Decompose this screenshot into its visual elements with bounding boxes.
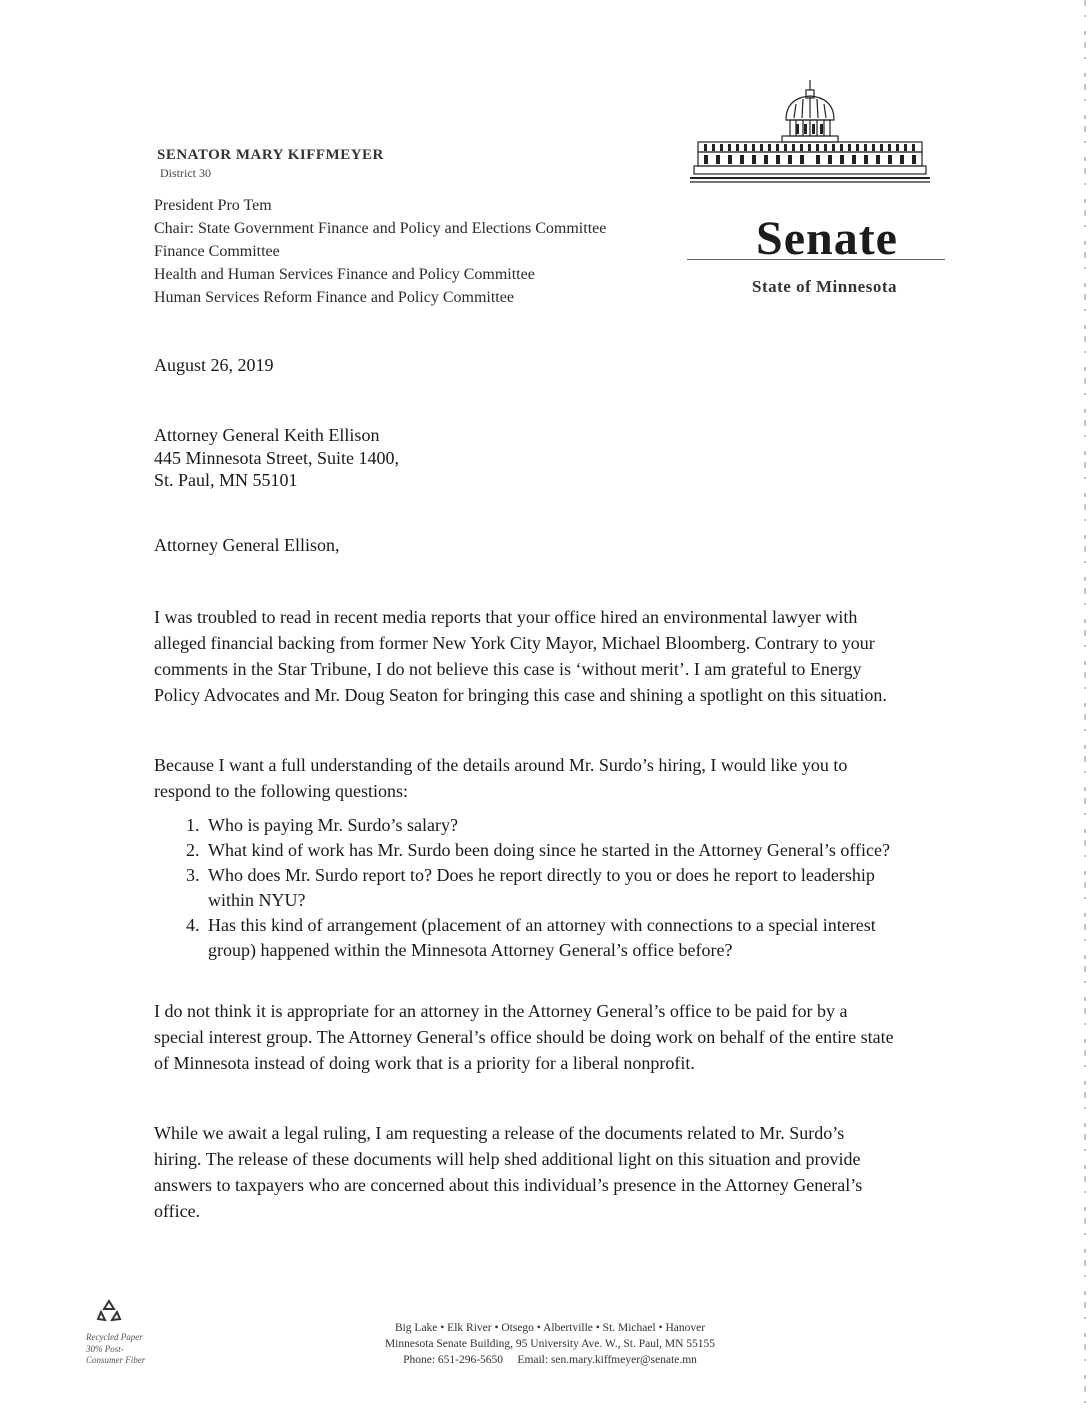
footer-address: Minnesota Senate Building, 95 University Ave. W., St. Paul, MN 55155 [384,1338,716,1350]
body-paragraph-4 [154,1120,974,1224]
paragraph-line: answers to taxpayers who are concerned about this individual’s presence in the Attorney General’s [154,1175,863,1195]
role-line: President Pro Tem [154,197,272,214]
role-line: Health and Human Services Finance and Policy Committee [154,266,535,283]
role-line: Chair: State Government Finance and Policy and Elections Committee [154,220,607,237]
question-number: 4. [186,915,200,935]
question-text: What kind of work has Mr. Surdo been doing since he started in the Attorney General’s office? [208,840,890,860]
question-item [186,838,976,863]
question-number: 3. [186,865,200,885]
question-item [186,863,976,913]
role-line: Finance Committee [154,243,280,260]
address-line: Attorney General Keith Ellison [154,425,380,445]
footer-contact: Phone: 651-296-5650 Email: sen.mary.kiffmeyer@senate.mn [403,1354,697,1366]
question-number: 1. [186,815,200,835]
question-text: Who does Mr. Surdo report to? Does he report directly to you or does he report to leadership [208,865,875,885]
paragraph-line: I was troubled to read in recent media reports that your office hired an environmental lawyer with [154,607,858,627]
paragraph-line: Because I want a full understanding of the details around Mr. Surdo’s hiring, I would like you to [154,755,848,775]
recycle-icon [96,1298,122,1324]
recycled-note-line: 30% Post- [86,1343,124,1354]
paragraph-line: I do not think it is appropriate for an attorney in the Attorney General’s office to be paid for by a [154,1001,848,1021]
body-paragraph-1 [154,604,974,708]
question-text: Has this kind of arrangement (placement of an attorney with connections to a special interest [208,915,876,935]
question-text: Who is paying Mr. Surdo’s salary? [208,815,458,835]
salutation: Attorney General Ellison, [154,535,340,555]
capitol-building-logo [690,80,930,188]
scan-edge-artifact [1082,0,1088,1408]
paragraph-line: While we await a legal ruling, I am requesting a release of the documents related to Mr. Surdo’s [154,1123,845,1143]
question-number: 2. [186,840,200,860]
letterhead-divider [687,259,945,260]
paragraph-line: respond to the following questions: [154,781,408,801]
recycled-note-line: Consumer Fiber [86,1355,146,1365]
recycled-note-line: Recycled Paper [86,1332,143,1342]
address-line: St. Paul, MN 55101 [154,470,298,490]
question-text: group) happened within the Minnesota Attorney General’s office before? [208,940,733,960]
question-item [186,913,976,963]
paragraph-line: comments in the Star Tribune, I do not believe this case is ‘without merit’. I am grateful to Energy [154,659,862,679]
paragraph-line: of Minnesota instead of doing work that is a priority for a liberal nonprofit. [154,1053,695,1073]
recipient-address [154,424,399,492]
senator-name: SENATOR MARY KIFFMEYER [157,147,384,163]
letterhead-footer [300,1320,800,1368]
body-paragraph-3 [154,998,974,1076]
paragraph-line: office. [154,1201,201,1221]
paragraph-line: alleged financial backing from former New York City Mayor, Michael Bloomberg. Contrary to your [154,633,875,653]
paragraph-line: special interest group. The Attorney General’s office should be doing work on behalf of the entire state [154,1027,894,1047]
district-label: District 30 [160,166,211,180]
committee-roles [154,194,606,309]
question-text: within NYU? [208,890,306,910]
recycled-paper-note [86,1332,145,1367]
question-item [186,813,976,838]
footer-cities: Big Lake • Elk River • Otsego • Albertville • St. Michael • Hanover [394,1322,706,1334]
letter-date: August 26, 2019 [154,355,274,375]
role-line: Human Services Reform Finance and Policy Committee [154,289,514,306]
body-paragraph-2 [154,752,974,804]
senate-wordmark: Senate [756,212,898,265]
paragraph-line: hiring. The release of these documents will help shed additional light on this situation and provide [154,1149,861,1169]
question-list [186,813,976,963]
address-line: 445 Minnesota Street, Suite 1400, [154,447,399,468]
state-of-minnesota-label: State of Minnesota [752,277,897,296]
paragraph-line: Policy Advocates and Mr. Doug Seaton for bringing this case and shining a spotlight on this situation. [154,685,887,705]
